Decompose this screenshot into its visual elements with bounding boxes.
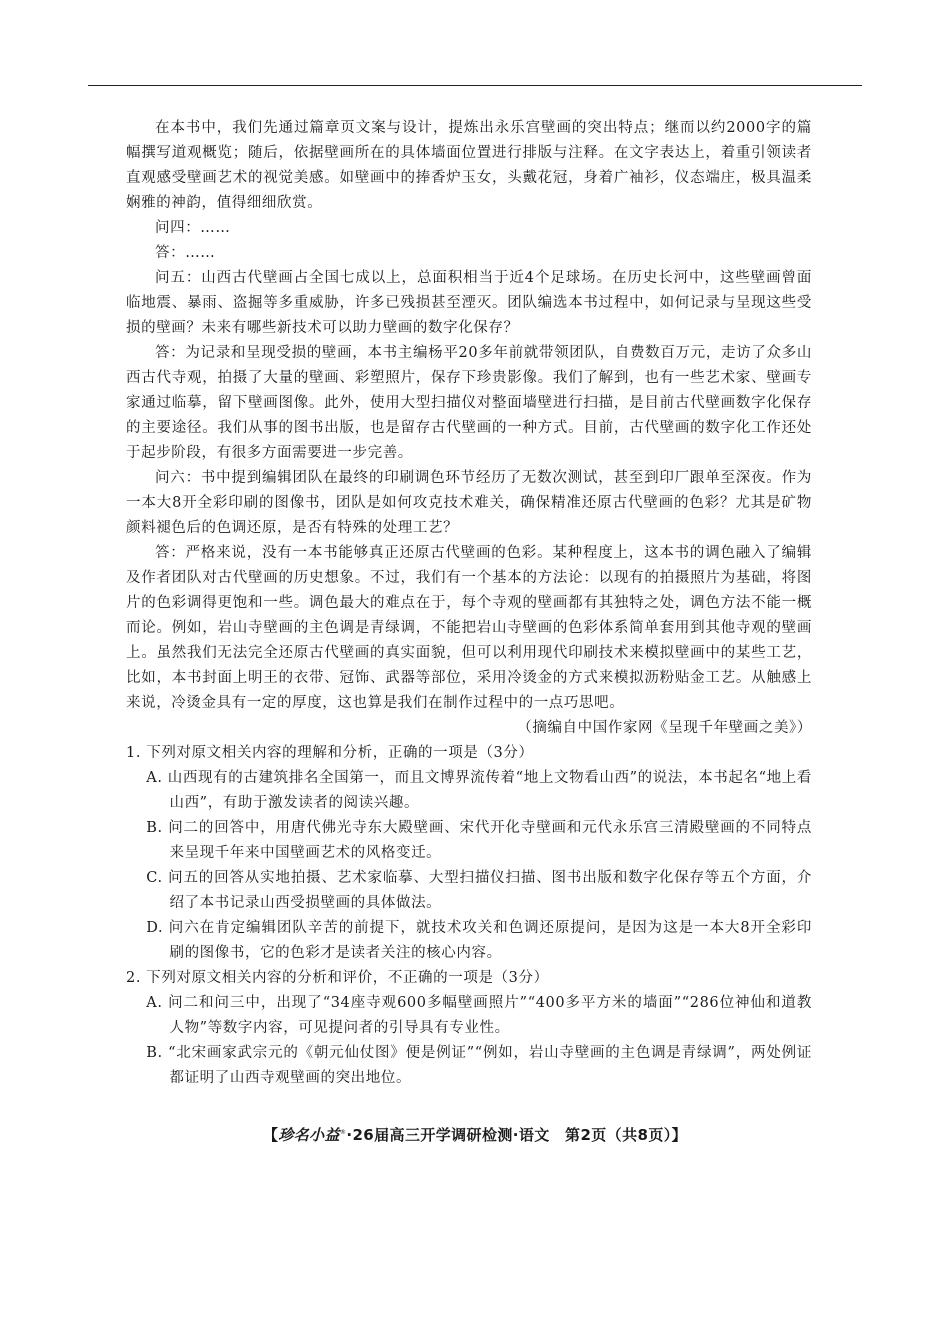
answer-six: 答：严格来说，没有一本书能够真正还原古代壁画的色彩。某种程度上，这本书的调色融入了编辑及作者团队对古代壁画的历史想象。不过，我们有一个基本的方法论：以现有的拍摄照片为基础，将图片的色彩调得更饱和一些。调色最大的难点在于，每个寺观的壁画都有其独特之处，调色方法不能一概而论。例如，岩山寺壁画的主色调是青绿调，不能把岩山寺壁画的色彩体系简单套用到其他寺观的壁画上。虽然我们无法完全还原古代壁画的真实面貌，但可以利用现代印刷技术来模拟壁画中的某些工艺，比如，本书封面上明王的衣带、冠饰、武器等部位，采用冷烫金的方式来模拟沥粉贴金工艺。从触感上来说，冷烫金具有一定的厚度，这也算是我们在制作过程中的一点巧思吧。	[126, 545, 812, 711]
question-five: 问五：山西古代壁画占全国七成以上，总面积相当于近4个足球场。在历史长河中，这些壁画曾面临地震、暴雨、盗掘等多重威胁，许多已残损甚至湮灭。团队编选本书过程中，如何记录与呈现这些受损的壁画？未来有哪些新技术可以助力壁画的数字化保存？	[126, 270, 812, 336]
question-2-option-a[interactable]: A. 问二和问三中，出现了“34座寺观600多幅壁画照片”“400多平方米的墙面”“286位神仙和道教人物”等数字内容，可见提问者的引导具有专业性。	[146, 995, 812, 1036]
footer-bracket-close: 】	[671, 1126, 688, 1144]
header-rule	[88, 85, 862, 86]
question-1-option-d[interactable]: D. 问六在肯定编辑团队辛苦的前提下，就技术攻关和色调还原提问，是因为这是一本大8开全彩印刷的图像书，它的色彩才是读者关注的核心内容。	[146, 920, 812, 961]
question-1-stem: 1. 下列对原文相关内容的理解和分析，正确的一项是（3分）	[126, 745, 534, 761]
footer-bracket-open: 【	[262, 1126, 279, 1144]
question-1-option-c[interactable]: C. 问五的回答从实地拍摄、艺术家临摹、大型扫描仪扫描、图书出版和数字化保存等五个方面，介绍了本书记录山西受损壁画的具体做法。	[146, 870, 812, 911]
question-2-stem: 2. 下列对原文相关内容的分析和评价，不正确的一项是（3分）	[126, 970, 549, 986]
question-1-options	[126, 766, 812, 966]
question-four: 问四：……	[155, 220, 231, 236]
page-footer	[0, 1124, 950, 1145]
footer-text: ·26届高三开学调研检测·语文 第2页（共8页）	[346, 1126, 672, 1144]
passage-paragraph: 在本书中，我们先通过篇章页文案与设计，提炼出永乐宫壁画的突出特点；继而以约2000字的篇幅撰写道观概览；随后，依据壁画所在的具体墙面位置进行排版与注释。在文字表达上，着重引领读者直观感受壁画艺术的视觉美感。如壁画中的捧香炉玉女，头戴花冠，身着广袖衫，仪态端庄，极具温柔娴雅的神韵，值得细细欣赏。	[126, 120, 812, 211]
question-1-option-b[interactable]: B. 问二的回答中，用唐代佛光寺东大殿壁画、宋代开化寺壁画和元代永乐宫三清殿壁画的不同特点来呈现千年来中国壁画艺术的风格变迁。	[146, 820, 812, 861]
answer-four: 答：……	[155, 245, 216, 261]
registered-mark: ®	[339, 1129, 347, 1136]
question-six: 问六：书中提到编辑团队在最终的印刷调色环节经历了无数次测试，甚至到印厂跟单至深夜。作为一本大8开全彩印刷的图像书，团队是如何攻克技术难关，确保精准还原古代壁画的色彩？尤其是矿物颜料褪色后的色调还原，是否有特殊的处理工艺？	[126, 470, 812, 536]
publisher-logo: 珍名小益	[278, 1126, 340, 1144]
question-2-options	[126, 991, 812, 1091]
page-content	[126, 116, 812, 1091]
answer-five: 答：为记录和呈现受损的壁画，本书主编杨平20多年前就带领团队，自费数百万元，走访了众多山西古代寺观，拍摄了大量的壁画、彩塑照片，保存下珍贵影像。我们了解到，也有一些艺术家、壁画专家通过临摹，留下壁画图像。此外，使用大型扫描仪对整面墙壁进行扫描，是目前古代壁画数字化保存的主要途径。我们从事的图书出版，也是留存古代壁画的一种方式。目前，古代壁画的数字化工作还处于起步阶段，有很多方面需要进一步完善。	[126, 345, 812, 461]
question-2-option-b[interactable]: B. “北宋画家武宗元的《朝元仙仗图》便是例证”“例如，岩山寺壁画的主色调是青绿调”，两处例证都证明了山西寺观壁画的突出地位。	[146, 1045, 812, 1086]
source-citation: （摘编自中国作家网《呈现千年壁画之美》）	[517, 720, 812, 736]
question-1-option-a[interactable]: A. 山西现有的古建筑排名全国第一，而且文博界流传着“地上文物看山西”的说法，本书起名“地上看山西”，有助于激发读者的阅读兴趣。	[146, 770, 812, 811]
